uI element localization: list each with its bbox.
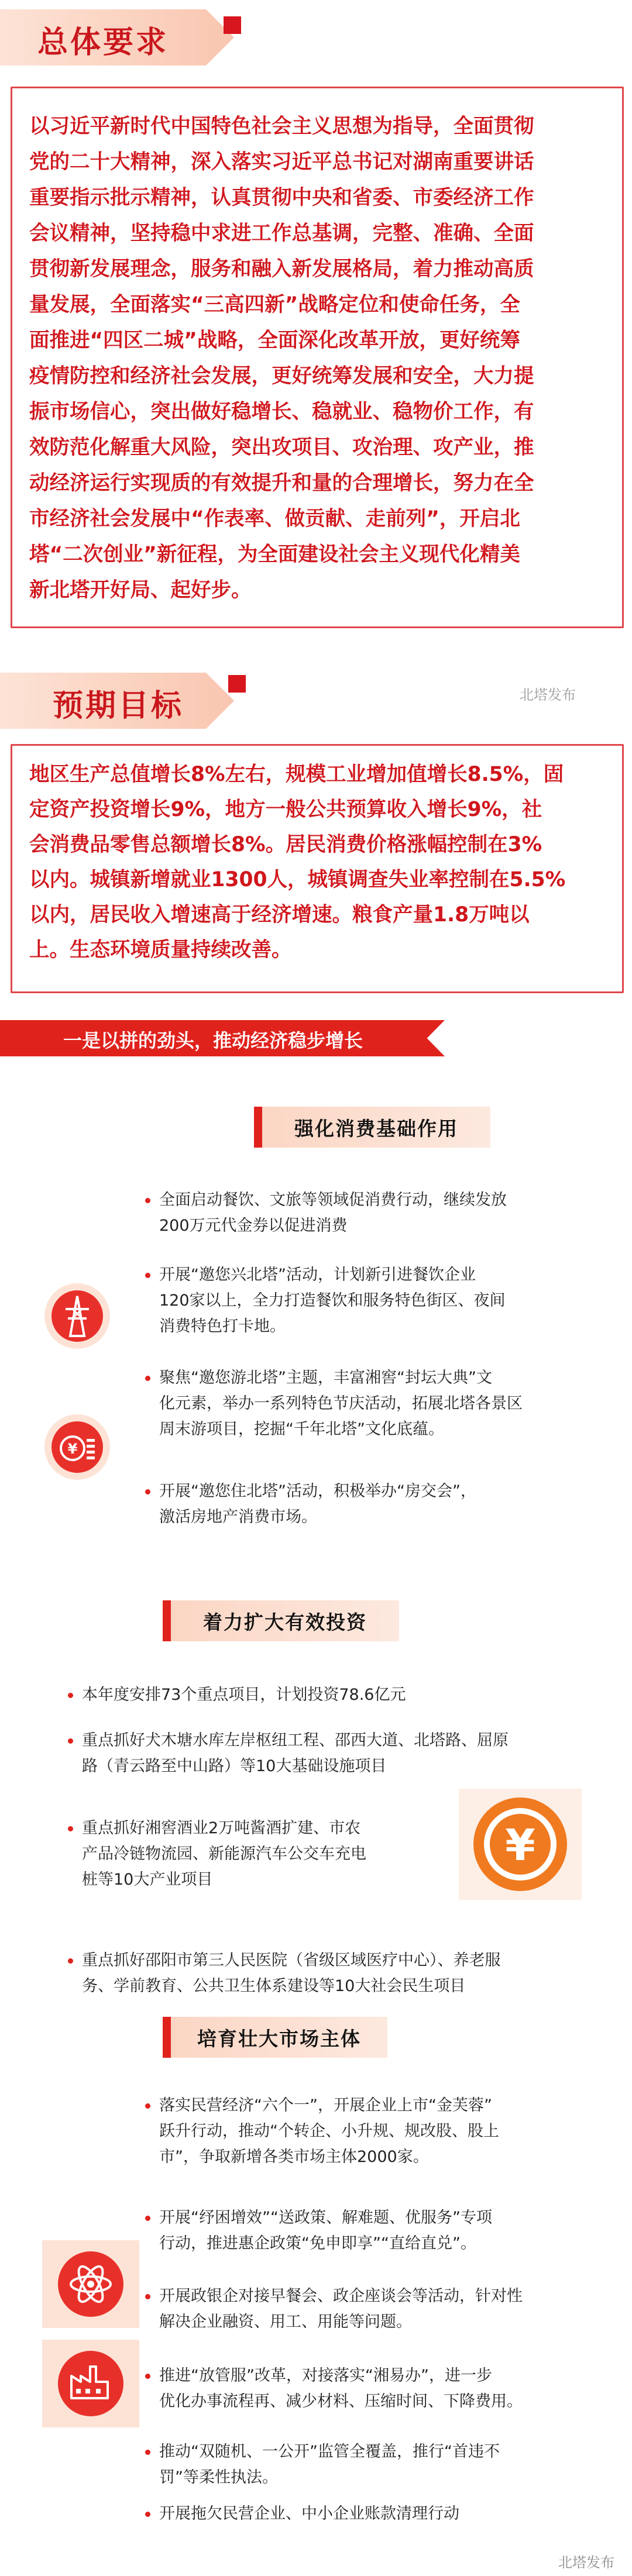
bullet-dot xyxy=(145,1489,150,1494)
bullet-dot xyxy=(145,2294,150,2299)
paragraph-line: 以习近平新时代中国特色社会主义思想为指导，全面贯彻 xyxy=(29,115,534,138)
list-item-line: 120家以上，全力打造餐饮和服务特色街区、夜间 xyxy=(159,1292,506,1310)
paragraph-line: 会议精神，坚持稳中求进工作总基调，完整、准确、全面 xyxy=(29,222,534,245)
list-item-line: 产品冷链物流园、新能源汽车公交车充电 xyxy=(82,1845,366,1863)
list-item-line: 重点抓好湘窖酒业2万吨酱酒扩建、市农 xyxy=(82,1819,361,1837)
bullet-dot xyxy=(68,1738,73,1744)
sub-heading-text: 强化消费基础作用 xyxy=(294,1117,458,1140)
paragraph-line: 效防范化解重大风险，突出攻项目、攻治理、攻产业，推 xyxy=(29,436,534,459)
svg-text:¥: ¥ xyxy=(505,1820,535,1871)
paragraph-line: 新北塔开好局、起好步。 xyxy=(29,578,252,602)
list-item-line: 行动，推进惠企政策“免申即享”“直给直兑”。 xyxy=(159,2234,476,2253)
paragraph-line: 会消费品零售总额增长8%。居民消费价格涨幅控制在3% xyxy=(29,833,542,856)
list-item xyxy=(159,2284,610,2335)
paragraph-line: 疫情防控和经济社会发展，更好统筹发展和安全，大力提 xyxy=(29,364,534,388)
list-item-line: 聚焦“邀您游北塔”主题，丰富湘窖“封坛大典”文 xyxy=(159,1369,492,1387)
paragraph-line: 定资产投资增长9%，地方一般公共预算收入增长9%，社 xyxy=(29,798,542,821)
paragraph-line: 以内。城镇新增就业1300人，城镇调查失业率控制在5.5% xyxy=(29,868,566,891)
sub-heading-text: 着力扩大有效投资 xyxy=(203,1610,367,1634)
list-item-line: 桩等10大产业项目 xyxy=(82,1871,213,1889)
list-item-line: 重点抓好邵阳市第三人民医院（省级区域医疗中心）、养老服 xyxy=(82,1951,501,1969)
list-item-line: 开展“邀您住北塔”活动，积极举办“房交会”， xyxy=(159,1482,476,1500)
bullet-dot xyxy=(145,2103,150,2109)
list-item-line: 开展“邀您兴北塔”活动，计划新引进餐饮企业 xyxy=(159,1266,476,1284)
list-item xyxy=(159,2093,610,2170)
paragraph-line: 地区生产总值增长8%左右，规模工业增加值增长8.5%，固 xyxy=(29,763,564,786)
list-item-line: 开展拖欠民营企业、中小企业账款清理行动 xyxy=(159,2505,459,2523)
section-title: 总体要求 xyxy=(37,25,169,60)
list-item-line: 本年度安排73个重点项目，计划投资78.6亿元 xyxy=(82,1686,406,1704)
bullet-dot xyxy=(145,1273,150,1278)
paragraph-line: 上。生态环境质量持续改善。 xyxy=(29,938,292,962)
list-item xyxy=(159,2363,610,2415)
goal-ribbon-text: 一是以拼的劲头，推动经济稳步增长 xyxy=(63,1029,363,1052)
coin-stack-icon xyxy=(42,1412,112,1482)
paragraph-line: 以内，居民收入增速高于经济增速。粮食产量1.8万吨以 xyxy=(29,903,530,927)
list-item-line: 周末游项目，挖掘“千年北塔”文化底蕴。 xyxy=(159,1420,444,1438)
watermark: 北塔发布 xyxy=(520,687,576,703)
sub-heading-consumption xyxy=(262,1107,490,1148)
list-item xyxy=(159,2501,610,2527)
list-item xyxy=(159,2439,610,2491)
list-item xyxy=(159,1365,610,1442)
bullet-dot xyxy=(145,1198,150,1203)
paragraph-line: 面推进“四区二城”战略，全面深化改革开放，更好统筹 xyxy=(29,329,520,352)
list-item-line: 跃升行动，推动“个转企、小升规、规改股、股上 xyxy=(159,2122,499,2140)
paragraph-line: 贯彻新发展理念，服务和融入新发展格局，着力推动高质 xyxy=(29,257,534,281)
bullet-dot xyxy=(145,2374,150,2379)
section-banner-overall xyxy=(0,9,246,66)
list-item-line: 全面启动餐饮、文旅等领域促消费行动，继续发放 xyxy=(159,1191,507,1209)
paragraph-line: 市经济社会发展中“作表率、做贡献、走前列”，开启北 xyxy=(29,507,520,531)
list-item-line: 推动“双随机、一公开”监管全覆盖，推行“首违不 xyxy=(159,2443,500,2461)
list-item-line: 务、学前教育、公共卫生体系建设等10大社会民生项目 xyxy=(82,1977,466,1995)
list-item-line: 激活房地产消费市场。 xyxy=(159,1508,317,1526)
list-item-line: 200万元代金券以促进消费 xyxy=(159,1217,348,1235)
list-item xyxy=(159,1187,610,1239)
svg-text:¥: ¥ xyxy=(67,1441,78,1457)
bullet-dot xyxy=(68,1826,73,1831)
list-item-line: 罚”等柔性执法。 xyxy=(159,2468,278,2487)
bullet-dot xyxy=(145,2216,150,2221)
list-item-line: 路（青云路至中山路）等10大基础设施项目 xyxy=(82,1757,387,1775)
factory-icon xyxy=(42,2340,139,2427)
paragraph-line: 振市场信心，突出做好稳增长、稳就业、稳物价工作，有 xyxy=(29,400,534,423)
list-item-line: 市”，争取新增各类市场主体2000家。 xyxy=(159,2148,429,2166)
list-item-line: 开展“纾困增效”“送政策、解难题、优服务”专项 xyxy=(159,2209,492,2227)
section-title: 预期目标 xyxy=(53,688,184,724)
list-item xyxy=(82,1682,597,1708)
paragraph-line: 重要指示批示精神，认真贯彻中央和省委、市委经济工作 xyxy=(29,186,534,209)
list-item xyxy=(159,2205,610,2257)
list-item xyxy=(82,1948,597,1999)
sub-heading-market xyxy=(171,2017,387,2058)
watermark: 北塔发布 xyxy=(558,2554,614,2571)
tower-icon xyxy=(42,1281,112,1351)
list-item-line: 解决企业融资、用工、用能等问题。 xyxy=(159,2313,412,2331)
bullet-dot xyxy=(145,1376,150,1381)
paragraph-line: 量发展，全面落实“三高四新”战略定位和使命任务，全 xyxy=(29,293,520,316)
list-item-line: 优化办事流程再、减少材料、压缩时间、下降费用。 xyxy=(159,2392,523,2410)
paragraph-line: 塔“二次创业”新征程，为全面建设社会主义现代化精美 xyxy=(29,543,520,566)
list-item-line: 化元素，举办一系列特色节庆活动，拓展北塔各景区 xyxy=(159,1394,523,1413)
atom-icon xyxy=(42,2240,139,2328)
expected-goals-text xyxy=(29,757,603,967)
paragraph-line: 党的二十大精神，深入落实习近平总书记对湖南重要讲话 xyxy=(29,150,534,174)
list-item-line: 落实民营经济“六个一”，开展企业上市“金芙蓉” xyxy=(159,2096,492,2114)
list-item-line: 重点抓好犬木塘水库左岸枢纽工程、邵西大道、北塔路、屈原 xyxy=(82,1731,509,1750)
bullet-dot xyxy=(145,2450,150,2455)
list-item xyxy=(82,1816,445,1893)
bullet-dot xyxy=(68,1693,73,1698)
list-item-line: 开展政银企对接早餐会、政企座谈会等活动，针对性 xyxy=(159,2287,523,2305)
list-item xyxy=(82,1728,597,1779)
bullet-dot xyxy=(145,2512,150,2517)
sub-heading-text: 培育壮大市场主体 xyxy=(197,2027,361,2050)
list-item xyxy=(159,1479,610,1530)
overall-requirements-text xyxy=(29,109,603,608)
sub-heading-investment xyxy=(171,1600,399,1641)
bullet-dot xyxy=(68,1958,73,1964)
list-item-line: 推进“放管服”改革，对接落实“湘易办”，进一步 xyxy=(159,2367,492,2385)
list-item xyxy=(159,1262,610,1339)
section-banner-goals xyxy=(0,673,246,729)
list-item-line: 消费特色打卡地。 xyxy=(159,1317,286,1335)
paragraph-line: 动经济运行实现质的有效提升和量的合理增长，努力在全 xyxy=(29,471,534,495)
yen-coin-icon xyxy=(459,1789,582,1900)
